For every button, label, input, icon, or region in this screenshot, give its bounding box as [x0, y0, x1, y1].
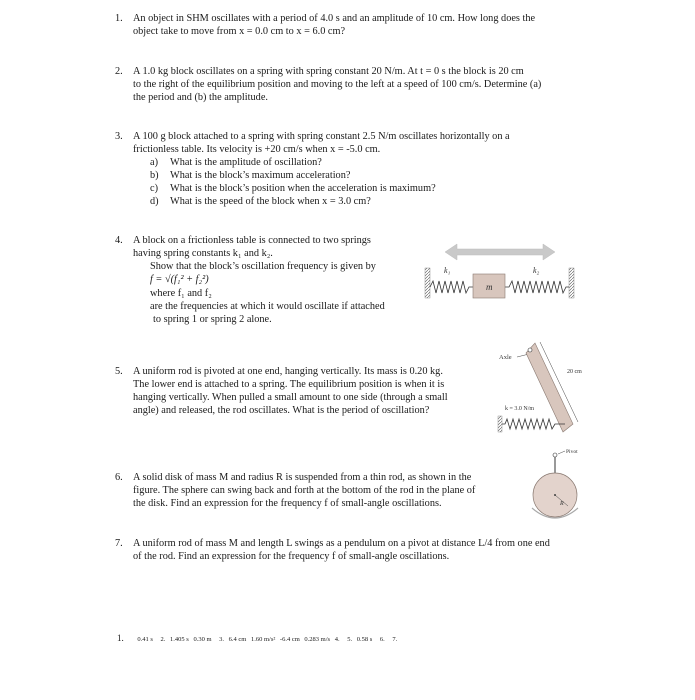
motion-arrow-icon: [445, 244, 555, 260]
question-number: 7.: [115, 538, 123, 549]
answer-number: 5.: [347, 636, 353, 643]
question-text: are the frequencies at which it would oscillate if attached: [150, 301, 385, 312]
question-text: figure. The sphere can swing back and forth at the bottom of the rod in the plane of: [133, 485, 476, 496]
pivot-icon: [553, 453, 557, 457]
answer-number: 4.: [334, 636, 340, 643]
answer-key: [117, 633, 400, 643]
question-number: 2.: [115, 66, 123, 77]
axle-label: Axle: [499, 354, 512, 361]
question-text: A 100 g block attached to a spring with spring constant 2.5 N/m oscillates horizontally on a: [133, 131, 510, 142]
mass-label: m: [486, 282, 493, 292]
pivoted-rod-figure: [495, 338, 590, 438]
k2-label: k₂: [533, 266, 540, 275]
question-text: A uniform rod of mass M and length L swings as a pendulum on a pivot at distance L/4 from one end: [133, 538, 550, 549]
spring-2-icon: [505, 281, 569, 293]
sub-question-b: b) What is the block’s maximum acceleration?: [150, 170, 351, 181]
pivot-label: Pivot: [566, 449, 578, 455]
sub-question-c: c) What is the block’s position when the acceleration is maximum?: [150, 183, 436, 194]
question-number: 4.: [115, 235, 123, 246]
question-text: A solid disk of mass M and radius R is suspended from a thin rod, as shown in the: [133, 472, 472, 483]
question-number: 3.: [115, 131, 123, 142]
sub-question-d: d) What is the speed of the block when x = 3.0 cm?: [150, 196, 371, 207]
sub-question-a: a) What is the amplitude of oscillation?: [150, 157, 322, 168]
rod: [526, 343, 573, 432]
axle-icon: [528, 348, 532, 352]
question-text: A block on a frictionless table is connected to two springs: [133, 235, 371, 246]
question-text: An object in SHM oscillates with a period of 4.0 s and an amplitude of 10 cm. How long does the: [133, 13, 536, 24]
disk-center: [554, 494, 556, 496]
spring-constant-label: k = 3.0 N/m: [505, 406, 535, 412]
answer-2a: 1.405 s: [170, 636, 189, 643]
question-number: 5.: [115, 366, 123, 377]
spring-1-icon: [430, 281, 473, 293]
answer-number: 1.: [117, 633, 124, 643]
two-spring-block-figure: [425, 240, 575, 300]
question-text: to spring 1 or spring 2 alone.: [153, 314, 272, 325]
question-text: of the rod. Find an expression for the frequency f of small-angle oscillations.: [133, 551, 450, 562]
question-text: The lower end is attached to a spring. The equilibrium position is when it is: [133, 379, 445, 390]
frequency-formula: f = √(f₁² + f₂²): [150, 274, 209, 285]
question-text: frictionless table. Its velocity is +20 cm/s when x = -5.0 cm.: [133, 144, 381, 155]
answer-1: 0.41 s: [137, 636, 153, 643]
question-text: Show that the block’s oscillation frequency is given by: [150, 261, 376, 272]
question-text: to the right of the equilibrium position and moving to the left at a speed of 100 cm/s. Determine (a): [133, 79, 542, 90]
question-text: object take to move from x = 0.0 cm to x = 6.0 cm?: [133, 26, 346, 37]
answer-number: 7.: [392, 636, 398, 643]
wall: [498, 416, 502, 432]
question-text: A uniform rod is pivoted at one end, hanging vertically. Its mass is 0.20 kg.: [133, 366, 443, 377]
question-text: the period and (b) the amplitude.: [133, 92, 268, 103]
answer-3b: 1.60 m/s²: [250, 636, 276, 643]
question-number: 6.: [115, 472, 123, 483]
answer-number: 6.: [379, 636, 385, 643]
radius-label: R: [560, 501, 564, 507]
question-text: having spring constants k₁ and k₂.: [133, 248, 273, 259]
answer-3a: 6.4 cm: [228, 636, 247, 643]
answer-3c: -6.4 cm: [279, 636, 300, 643]
question-text: angle) and released, the rod oscillates. What is the period of oscillation?: [133, 405, 430, 416]
left-wall: [425, 268, 430, 298]
pivot-pointer: [558, 451, 565, 454]
answer-number: 2.: [160, 636, 166, 643]
disk-pendulum-figure: [520, 443, 600, 525]
answer-5: 0.58 s: [356, 636, 373, 643]
answer-3d: 0.283 m/s: [304, 636, 331, 643]
length-label: 20 cm: [567, 369, 582, 375]
answer-2b: 0.30 m: [193, 636, 212, 643]
question-number: 1.: [115, 13, 123, 24]
answer-number: 3.: [219, 636, 224, 643]
spring-icon: [502, 419, 565, 429]
question-text: A 1.0 kg block oscillates on a spring with spring constant 20 N/m. At t = 0 s the block is 20 cm: [133, 66, 524, 77]
k1-label: k₁: [444, 266, 451, 275]
question-text: where f₁ and f₂: [150, 288, 212, 299]
right-wall: [569, 268, 574, 298]
question-text: the disk. Find an expression for the frequency f of small-angle oscillations.: [133, 498, 442, 509]
question-text: hanging vertically. When pulled a small amount to one side (through a small: [133, 392, 448, 403]
